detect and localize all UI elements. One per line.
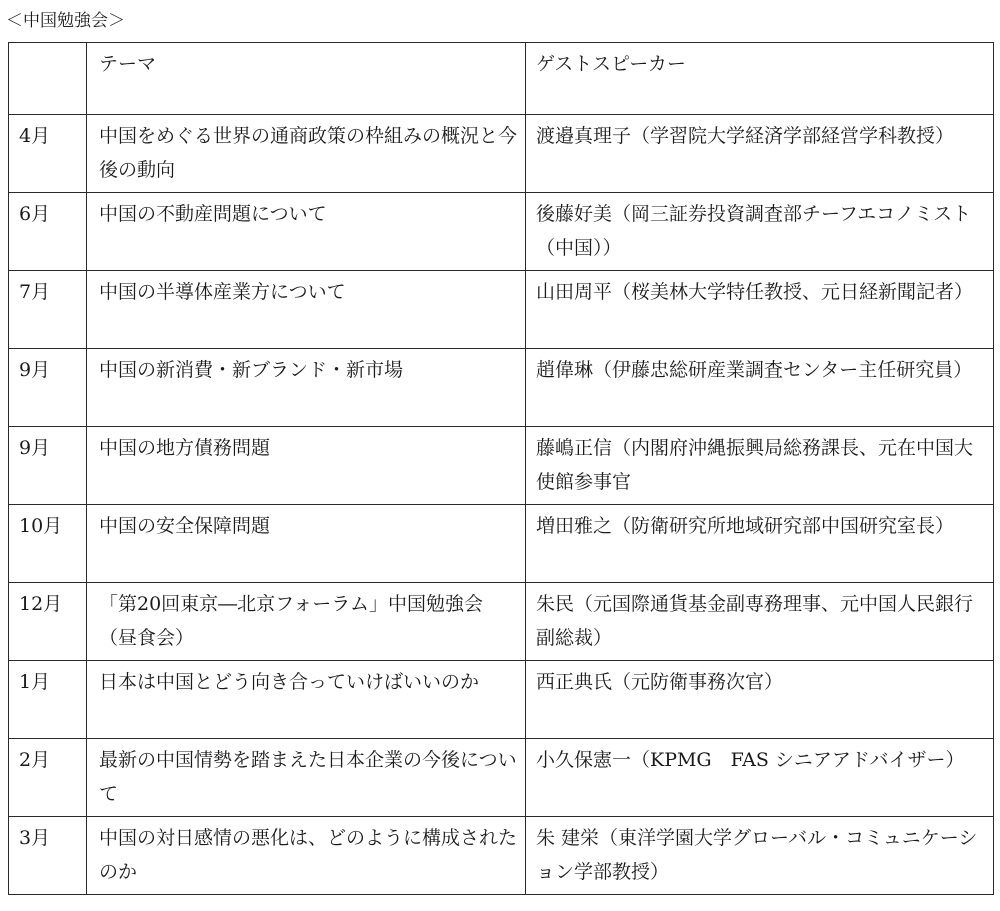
header-theme: テーマ (87, 43, 526, 115)
row-theme: 中国の安全保障問題 (87, 505, 526, 583)
table-row (9, 349, 994, 427)
row-speaker: 増田雅之（防衛研究所地域研究部中国研究室長） (526, 505, 994, 583)
row-theme: 中国の対日感情の悪化は、どのように構成されたのか (87, 817, 526, 895)
table-row (9, 739, 994, 817)
row-speaker: 西正典氏（元防衛事務次官） (526, 661, 994, 739)
row-speaker: 小久保憲一（KPMG FAS シニアアドバイザー） (526, 739, 994, 817)
row-theme: 中国の半導体産業方について (87, 271, 526, 349)
row-theme: 「第20回東京―北京フォーラム」中国勉強会（昼食会） (87, 583, 526, 661)
row-month: 9月 (9, 427, 87, 505)
row-speaker: 後藤好美（岡三証券投資調査部チーフエコノミスト（中国）） (526, 193, 994, 271)
row-month: 9月 (9, 349, 87, 427)
row-theme: 中国の新消費・新ブランド・新市場 (87, 349, 526, 427)
table-row (9, 427, 994, 505)
row-theme: 最新の中国情勢を踏まえた日本企業の今後について (87, 739, 526, 817)
row-speaker: 渡邉真理子（学習院大学経済学部経営学科教授） (526, 115, 994, 193)
row-speaker: 朱 建栄（東洋学園大学グローバル・コミュニケーション学部教授） (526, 817, 994, 895)
row-speaker: 山田周平（桜美林大学特任教授、元日経新聞記者） (526, 271, 994, 349)
row-theme: 日本は中国とどう向き合っていけばいいのか (87, 661, 526, 739)
table-row (9, 583, 994, 661)
row-month: 4月 (9, 115, 87, 193)
document-title: ＜中国勉強会＞ (6, 11, 125, 31)
table-row (9, 193, 994, 271)
row-speaker: 趙偉琳（伊藤忠総研産業調査センター主任研究員） (526, 349, 994, 427)
row-month: 12月 (9, 583, 87, 661)
table-row (9, 661, 994, 739)
row-month: 2月 (9, 739, 87, 817)
row-month: 10月 (9, 505, 87, 583)
row-month: 6月 (9, 193, 87, 271)
row-month: 7月 (9, 271, 87, 349)
row-speaker: 朱民（元国際通貨基金副専務理事、元中国人民銀行副総裁） (526, 583, 994, 661)
table-row (9, 271, 994, 349)
row-month: 1月 (9, 661, 87, 739)
row-speaker: 藤嶋正信（内閣府沖縄振興局総務課長、元在中国大使館参事官 (526, 427, 994, 505)
table-header-row (9, 43, 994, 115)
header-month (9, 43, 87, 115)
table-row (9, 817, 994, 895)
row-theme: 中国をめぐる世界の通商政策の枠組みの概況と今後の動向 (87, 115, 526, 193)
study-session-table (8, 42, 994, 895)
table-row (9, 115, 994, 193)
row-month: 3月 (9, 817, 87, 895)
row-theme: 中国の不動産問題について (87, 193, 526, 271)
header-speaker: ゲストスピーカー (526, 43, 994, 115)
row-theme: 中国の地方債務問題 (87, 427, 526, 505)
table-row (9, 505, 994, 583)
